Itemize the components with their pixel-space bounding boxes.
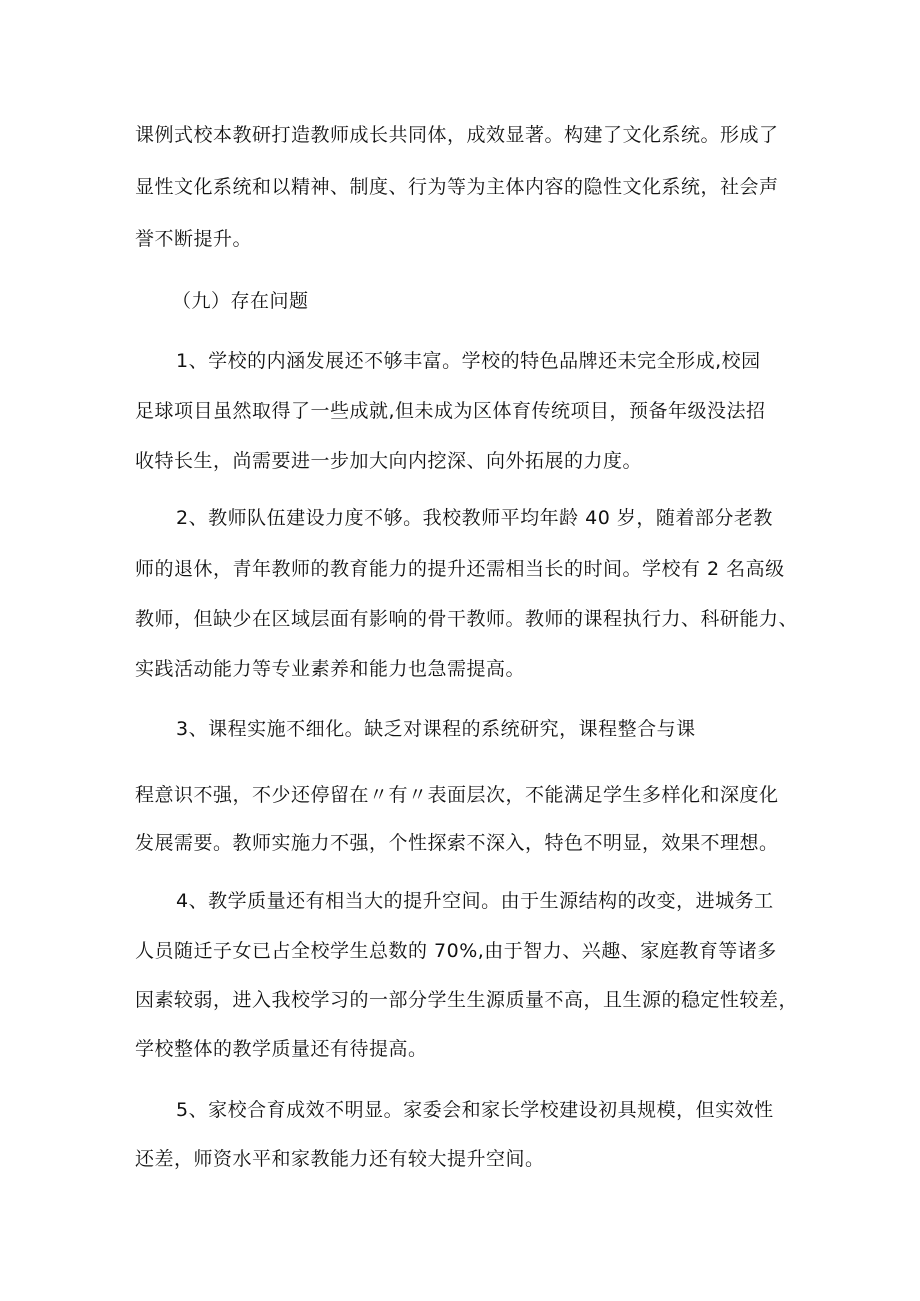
text-line: 显性文化系统和以精神、制度、行为等为主体内容的隐性文化系统，社会声	[135, 176, 779, 198]
section-heading: （九）存在问题	[172, 290, 309, 312]
text-line: 誉不断提升。	[135, 228, 253, 250]
text-line: 4、教学质量还有相当大的提升空间。由于生源结构的改变，进城务工	[176, 890, 774, 912]
text-line: 足球项目虽然取得了一些成就,但未成为区体育传统项目，预备年级没法招	[135, 400, 766, 422]
text-line: 程意识不强，不少还停留在〃有〃表面层次，不能满足学生多样化和深度化	[135, 784, 779, 806]
text-line: 课例式校本教研打造教师成长共同体，成效显著。构建了文化系统。形成了	[135, 124, 779, 146]
text-line: 师的退休，青年教师的教育能力的提升还需相当长的时间。学校有 2 名高级	[135, 558, 785, 580]
text-line: 3、课程实施不细化。缺乏对课程的系统研究，课程整合与课	[176, 718, 696, 740]
text-line: 教师，但缺少在区域层面有影响的骨干教师。教师的课程执行力、科研能力、	[135, 608, 799, 630]
text-line: 人员随迁子女已占全校学生总数的 70%,由于智力、兴趣、家庭教育等诸多	[135, 940, 777, 962]
text-line: 收特长生，尚需要进一步加大向内挖深、向外拓展的力度。	[135, 450, 643, 472]
text-line: 1、学校的内涵发展还不够丰富。学校的特色品牌还未完全形成,校园	[176, 350, 761, 372]
text-line: 实践活动能力等专业素养和能力也急需提高。	[135, 658, 526, 680]
text-line: 因素较弱，进入我校学习的一部分学生生源质量不高，且生源的稳定性较差，	[135, 989, 799, 1011]
text-line: 学校整体的教学质量还有待提高。	[135, 1038, 428, 1060]
text-line: 5、家校合育成效不明显。家委会和家长学校建设初具规模，但实效性	[176, 1099, 774, 1121]
text-line: 还差，师资水平和家教能力还有较大提升空间。	[135, 1148, 545, 1170]
text-line: 2、教师队伍建设力度不够。我校教师平均年龄 40 岁，随着部分老教	[176, 507, 773, 529]
text-line: 发展需要。教师实施力不强，个性探索不深入，特色不明显，效果不理想。	[135, 832, 779, 854]
